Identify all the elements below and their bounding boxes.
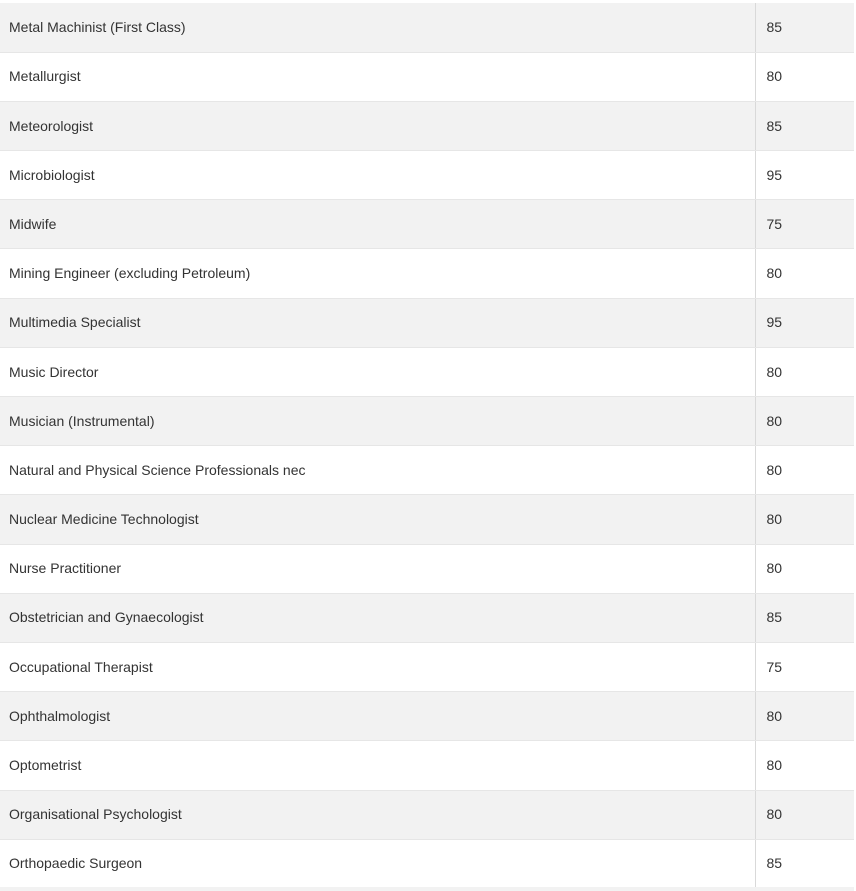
table-row [0,298,854,347]
table-row [0,495,854,544]
score-cell: 80 [755,544,854,593]
occupation-cell: Metal Machinist (First Class) [0,3,755,52]
occupation-table-body [0,3,854,888]
score-cell: 75 [755,642,854,691]
occupation-cell: Microbiologist [0,151,755,200]
occupation-cell: Organisational Psychologist [0,790,755,839]
table-row [0,101,854,150]
score-cell: 80 [755,741,854,790]
occupation-cell: Orthopaedic Surgeon [0,839,755,888]
occupation-table [0,3,854,889]
table-row [0,200,854,249]
table-row [0,249,854,298]
table-row [0,642,854,691]
occupation-table-container [0,3,854,889]
score-cell: 80 [755,347,854,396]
table-row [0,692,854,741]
table-row [0,151,854,200]
occupation-cell: Midwife [0,200,755,249]
occupation-cell: Nuclear Medicine Technologist [0,495,755,544]
occupation-cell: Music Director [0,347,755,396]
occupation-cell: Natural and Physical Science Professionals nec [0,446,755,495]
table-row [0,839,854,888]
table-row [0,347,854,396]
occupation-cell: Optometrist [0,741,755,790]
occupation-cell: Meteorologist [0,101,755,150]
score-cell: 85 [755,101,854,150]
occupation-cell: Ophthalmologist [0,692,755,741]
table-row [0,52,854,101]
score-cell: 80 [755,397,854,446]
score-cell: 80 [755,495,854,544]
score-cell: 80 [755,790,854,839]
occupation-cell: Nurse Practitioner [0,544,755,593]
next-row-edge [0,887,854,891]
score-cell: 85 [755,3,854,52]
score-cell: 95 [755,151,854,200]
score-cell: 75 [755,200,854,249]
score-cell: 85 [755,839,854,888]
table-row [0,593,854,642]
table-row [0,741,854,790]
table-row [0,446,854,495]
table-row [0,3,854,52]
occupation-cell: Metallurgist [0,52,755,101]
occupation-cell: Occupational Therapist [0,642,755,691]
score-cell: 80 [755,446,854,495]
score-cell: 95 [755,298,854,347]
score-cell: 80 [755,692,854,741]
table-row [0,790,854,839]
table-row [0,397,854,446]
occupation-cell: Multimedia Specialist [0,298,755,347]
score-cell: 80 [755,52,854,101]
score-cell: 80 [755,249,854,298]
score-cell: 85 [755,593,854,642]
occupation-cell: Obstetrician and Gynaecologist [0,593,755,642]
table-row [0,544,854,593]
occupation-cell: Musician (Instrumental) [0,397,755,446]
occupation-cell: Mining Engineer (excluding Petroleum) [0,249,755,298]
